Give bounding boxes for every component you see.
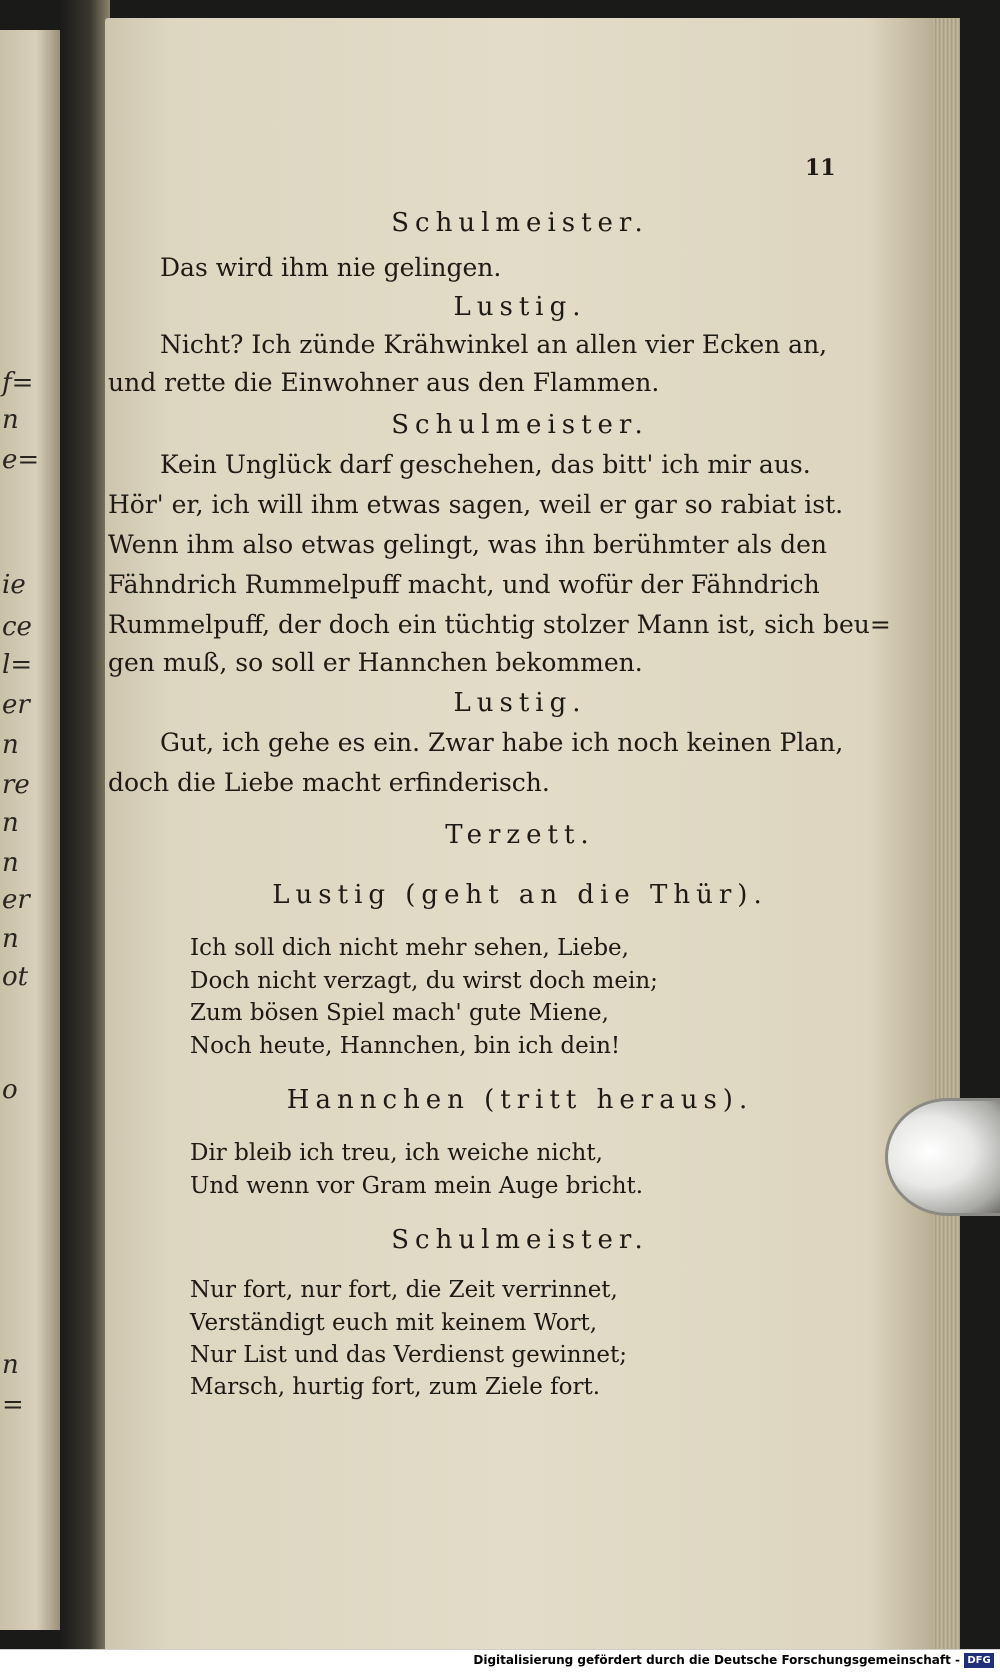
left-page-fragment: = <box>2 1390 24 1420</box>
prose-line: doch die Liebe macht erfinderisch. <box>108 768 550 797</box>
speaker-heading: Schulmeister. <box>391 1225 649 1255</box>
prose-line: und rette die Einwohner aus den Flammen. <box>108 368 660 397</box>
speaker-heading: Hannchen (tritt heraus). <box>286 1085 754 1115</box>
dfg-logo[interactable]: DFG <box>964 1653 994 1668</box>
left-page-fragment: re <box>2 770 30 800</box>
prose-line: Fähndrich Rummelpuff macht, und wofür der Fähndrich <box>108 570 820 599</box>
left-page-fragment: er <box>2 885 30 915</box>
speaker-heading: Schulmeister. <box>391 410 649 440</box>
page-number: 11 <box>805 155 836 181</box>
left-page-fragment: n <box>2 808 19 838</box>
left-page-fragment: n <box>2 1350 19 1380</box>
prose-line: Hör' er, ich will ihm etwas sagen, weil er gar so rabiat ist. <box>108 490 844 519</box>
verse-line: Verständigt euch mit keinem Wort, <box>190 1310 598 1336</box>
left-page-fragment: l= <box>2 650 33 680</box>
speaker-heading: Schulmeister. <box>391 208 649 238</box>
left-page-fragment: e= <box>2 445 40 475</box>
verse-line: Nur List und das Verdienst gewinnet; <box>190 1342 628 1368</box>
prose-line: Rummelpuff, der doch ein tüchtig stolzer Mann ist, sich beu= <box>108 610 891 639</box>
left-page-fragment: ie <box>2 570 26 600</box>
footer-bar <box>0 1649 1000 1672</box>
speaker-heading: Terzett. <box>445 820 595 850</box>
page-clip <box>885 1098 1000 1216</box>
prose-line: Nicht? Ich zünde Krähwinkel an allen vier Ecken an, <box>160 330 828 359</box>
left-page-fragment: ot <box>2 962 29 992</box>
verse-line: Dir bleib ich treu, ich weiche nicht, <box>190 1140 603 1166</box>
left-page-fragment: f= <box>2 368 34 398</box>
prose-line: gen muß, so soll er Hannchen bekommen. <box>108 648 643 677</box>
left-page-fragment: n <box>2 848 19 878</box>
speaker-heading: Lustig. <box>453 688 587 718</box>
gutter-shadow <box>60 0 110 1672</box>
left-page-fragment: n <box>2 405 19 435</box>
footer-credit: Digitalisierung gefördert durch die Deutsche Forschungsgemeinschaft - <box>473 1653 960 1667</box>
prose-line: Wenn ihm also etwas gelingt, was ihn berühmter als den <box>108 530 828 559</box>
prose-line: Kein Unglück darf geschehen, das bitt' ich mir aus. <box>160 450 811 479</box>
prose-line: Das wird ihm nie gelingen. <box>160 253 502 282</box>
verse-line: Zum bösen Spiel mach' gute Miene, <box>190 1000 609 1026</box>
verse-line: Noch heute, Hannchen, bin ich dein! <box>190 1033 621 1059</box>
left-page-fragment: n <box>2 924 19 954</box>
left-page-fragment: n <box>2 730 19 760</box>
verse-line: Marsch, hurtig fort, zum Ziele fort. <box>190 1374 601 1400</box>
left-page-fragment: ce <box>2 612 32 642</box>
left-page-fragment: er <box>2 690 30 720</box>
verse-line: Und wenn vor Gram mein Auge bricht. <box>190 1173 644 1199</box>
speaker-heading: Lustig. <box>453 292 587 322</box>
left-page-fragment: o <box>2 1075 18 1105</box>
page-stack-edge <box>932 18 960 1658</box>
prose-line: Gut, ich gehe es ein. Zwar habe ich noch keinen Plan, <box>160 728 844 757</box>
verse-line: Ich soll dich nicht mehr sehen, Liebe, <box>190 935 629 961</box>
verse-line: Nur fort, nur fort, die Zeit verrinnet, <box>190 1277 618 1303</box>
speaker-heading: Lustig (geht an die Thür). <box>272 880 768 910</box>
verse-line: Doch nicht verzagt, du wirst doch mein; <box>190 968 658 994</box>
